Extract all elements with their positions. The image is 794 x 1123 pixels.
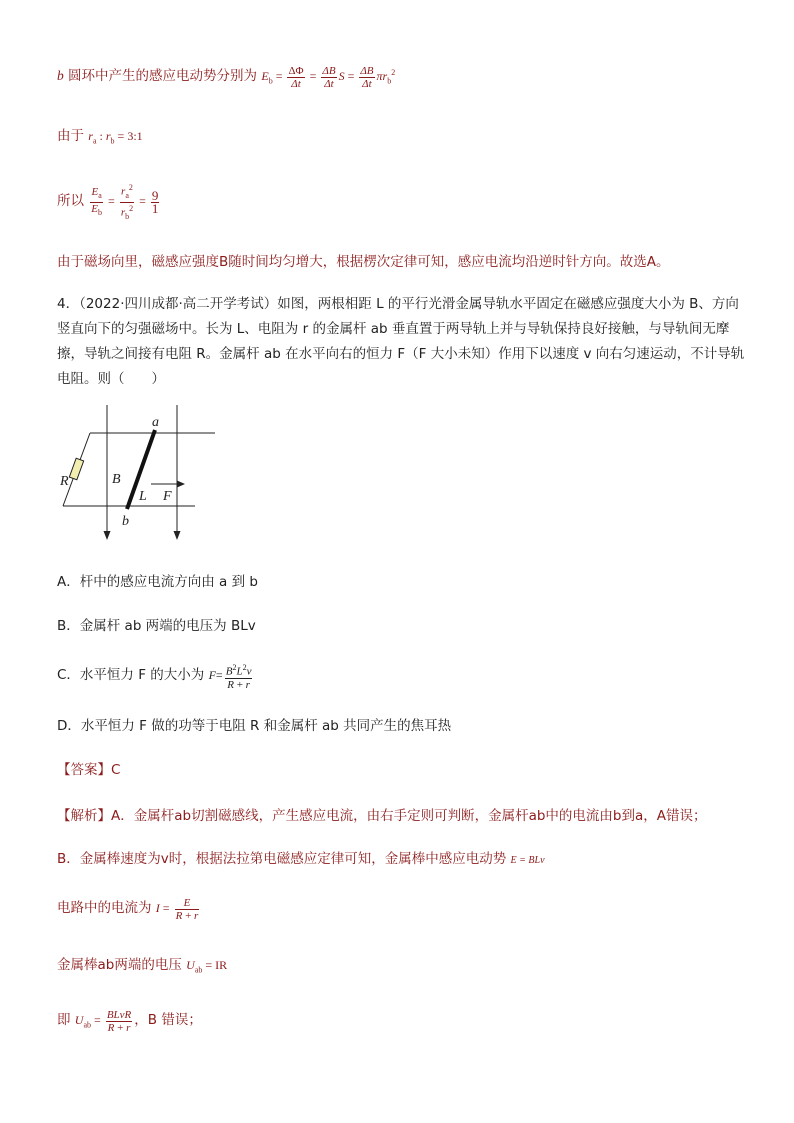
formula-emf-ratio: $\frac{E_a}{E_b}$ = $\frac{r_a^2}{r_b^2}$ = $\frac{9}{1}$	[91, 183, 159, 221]
line2-text: 由于	[57, 128, 84, 144]
analysis-a-text: A．金属杆ab切割磁感线，产生感应电流，由右手定则可判断，金属杆ab中的电流由b到a，A错误；	[111, 808, 707, 824]
option-b: B．金属杆 ab 两端的电压为 BLv	[57, 618, 256, 634]
analysis-voltage-text: 金属棒ab两端的电压	[57, 957, 182, 973]
analysis-a	[57, 804, 707, 824]
solution-line-ratio	[57, 124, 143, 145]
analysis-conclusion-tail: ，B 错误；	[134, 1012, 202, 1028]
option-c	[57, 662, 254, 691]
analysis-current	[57, 896, 201, 922]
formula-option-c: F= $\frac{B^2L^2v}{R + r}$	[208, 663, 252, 691]
label-L: L	[139, 489, 147, 504]
label-F: F	[163, 489, 172, 504]
label-b: b	[122, 514, 129, 529]
analysis-label: 【解析】	[57, 808, 111, 824]
analysis-conclusion	[57, 1008, 202, 1034]
solution-line-emf-ratio	[57, 182, 161, 223]
analysis-current-text: 电路中的电流为	[57, 900, 152, 916]
formula-current: I = $\frac{E}{R + r}$	[155, 896, 199, 922]
resistor-R	[69, 458, 83, 480]
formula-voltage: $U_{ab}$ = IR	[186, 958, 228, 975]
var-b: b	[57, 68, 64, 83]
field-arrow-right	[174, 531, 181, 540]
answer-value: C	[111, 762, 121, 778]
option-d: D．水平恒力 F 做的功等于电阻 R 和金属杆 ab 共同产生的焦耳热	[57, 718, 452, 734]
answer-label: 【答案】	[57, 762, 111, 778]
line3-text: 所以	[57, 193, 84, 210]
option-c-text: C．水平恒力 F 的大小为	[57, 667, 205, 684]
field-arrow-left	[104, 531, 111, 540]
formula-uab: $U_{ab}$ = $\frac{\text{BLvR}}{R + r}$	[74, 1008, 132, 1034]
label-R: R	[60, 474, 69, 489]
solution-line-emf-b	[57, 64, 395, 90]
formula-emf: E = BLv	[510, 855, 545, 866]
analysis-conclusion-prefix: 即	[57, 1012, 71, 1028]
analysis-b	[57, 847, 545, 867]
line1-text: 圆环中产生的感应电动势分别为	[68, 68, 258, 84]
solution-conclusion: 由于磁场向里，磁感应强度B随时间均匀增大，根据楞次定律可知，感应电流均沿逆时针方向。故选A。	[57, 254, 670, 270]
option-a: A．杆中的感应电流方向由 a 到 b	[57, 574, 258, 590]
rail-circuit-figure	[55, 400, 225, 545]
label-B: B	[112, 472, 121, 487]
analysis-voltage	[57, 953, 227, 974]
formula-emf-b: $E_b$ = $\frac{\Delta\Phi}{\Delta t}$ = $\frac{\Delta B}{\Delta t}$ S = $\frac{\Delta B}{\Delta t}$ $\pi r_b^2$	[261, 64, 396, 90]
force-arrowhead	[177, 481, 185, 488]
question-stem: 4．（2022·四川成都·高二开学考试）如图，两根相距 L 的平行光滑金属导轨水平固定在磁感应强度大小为 B、方向竖直向下的匀强磁场中。长为 L、电阻为 r 的金属杆 ab 垂直置于两导轨上并与导轨保持良好接触，与导轨间无摩擦，导轨之间接有电阻 R。金属杆 ab 在水平向右的恒力 F（F 大小未知）作用下以速度 v 向右匀速运动，不计导轨电阻。则（ ）	[57, 296, 745, 387]
formula-radius-ratio: $r_a$ : $r_b$ = 3:1	[88, 129, 143, 146]
answer-line	[57, 758, 120, 778]
analysis-b-text: B．金属棒速度为v时，根据法拉第电磁感应定律可知，金属棒中感应电动势	[57, 851, 507, 867]
label-a: a	[152, 415, 159, 430]
